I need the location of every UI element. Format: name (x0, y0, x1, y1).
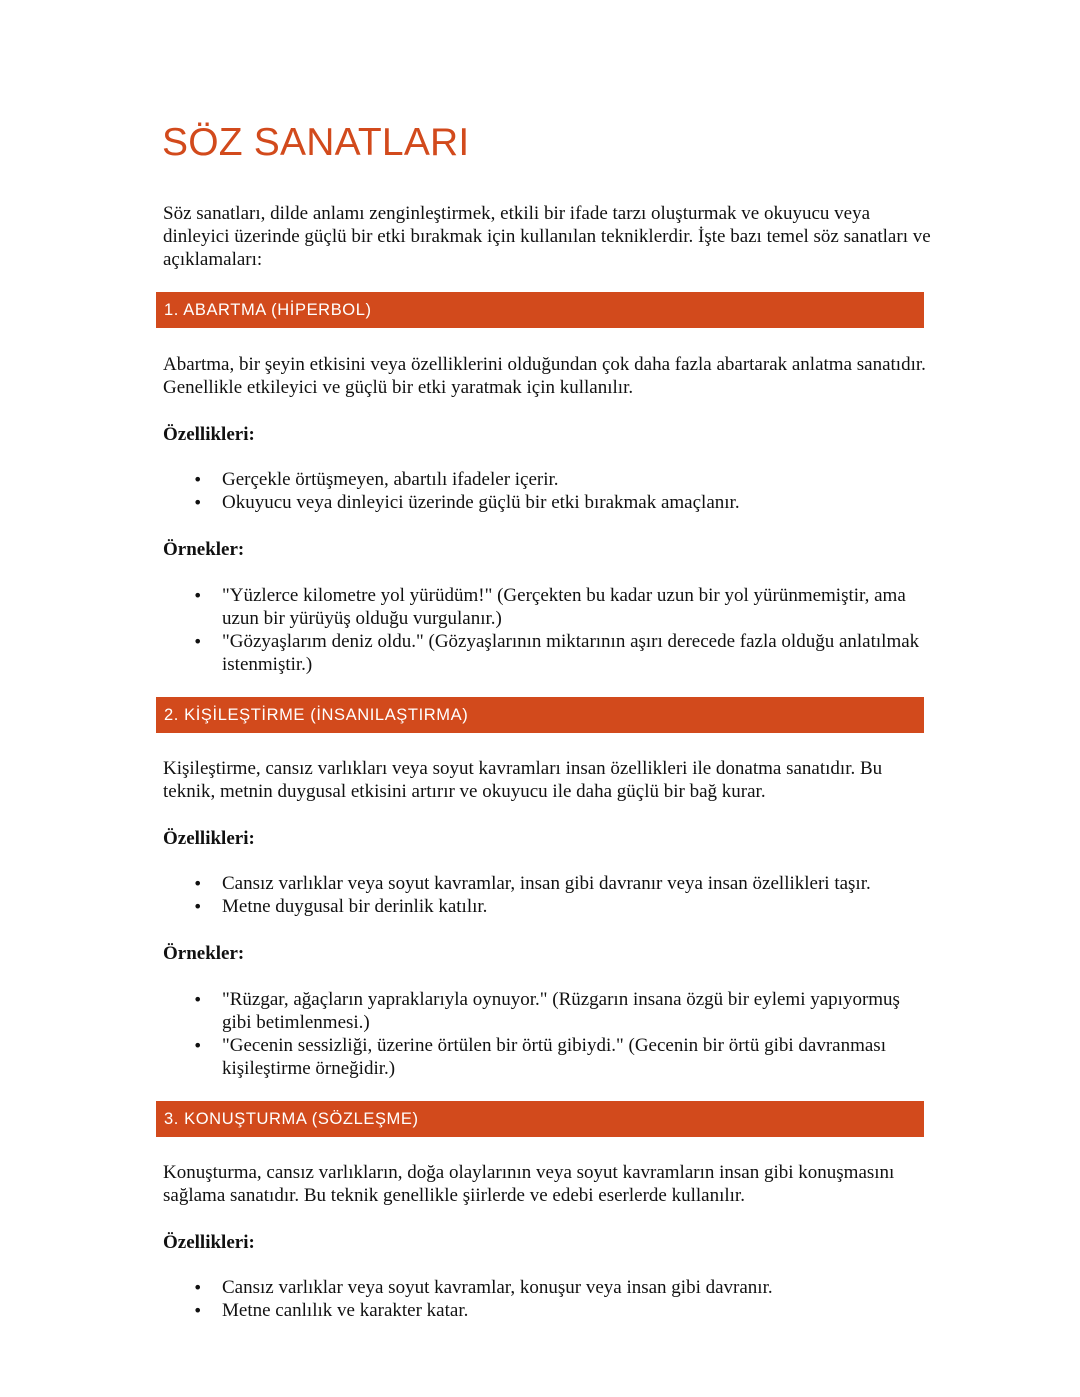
features-list (163, 468, 933, 514)
features-label: Özellikleri: (163, 1232, 255, 1253)
features-label: Özellikleri: (163, 828, 255, 849)
section-description: Kişileştirme, cansız varlıkları veya soyut kavramları insan özellikleri ile donatma sanatıdır. Bu teknik, metnin duygusal etkisini artırır ve okuyucu ile daha güçlü bir bağ kurar. (163, 758, 883, 802)
examples-list (163, 584, 933, 676)
list-item: • Metne duygusal bir derinlik katılır. (163, 895, 933, 918)
list-item: • "Rüzgar, ağaçların yapraklarıyla oynuyor." (Rüzgarın insana özgü bir eylemi yapıyormuş gibi betimlenmesi.) (163, 988, 933, 1034)
section-heading-kisilestirme: 2. KİŞİLEŞTİRME (İNSANILAŞTIRMA) (156, 697, 924, 733)
list-item: • Gerçekle örtüşmeyen, abartılı ifadeler içerir. (163, 468, 933, 491)
list-item: • "Yüzlerce kilometre yol yürüdüm!" (Gerçekten bu kadar uzun bir yol yürünmemiştir, ama uzun bir yürüyüş olduğu vurgulanır.) (163, 584, 933, 630)
section-description: Abartma, bir şeyin etkisini veya özelliklerini olduğundan çok daha fazla abartarak anlatma sanatıdır. Genellikle etkileyici ve güçlü bir etki yaratmak için kullanılır. (163, 354, 926, 398)
list-item: • Cansız varlıklar veya soyut kavramlar, konuşur veya insan gibi davranır. (163, 1276, 933, 1299)
features-list (163, 872, 933, 918)
examples-label: Örnekler: (163, 943, 245, 964)
examples-list (163, 988, 933, 1080)
examples-label: Örnekler: (163, 539, 245, 560)
list-item: • "Gecenin sessizliği, üzerine örtülen bir örtü gibiydi." (Gecenin bir örtü gibi davranması kişileştirme örneğidir.) (163, 1034, 933, 1080)
features-label: Özellikleri: (163, 424, 255, 445)
list-item: • Metne canlılık ve karakter katar. (163, 1299, 933, 1322)
section-heading-konusturma: 3. KONUŞTURMA (SÖZLEŞME) (156, 1101, 924, 1137)
list-item: • Cansız varlıklar veya soyut kavramlar, insan gibi davranır veya insan özellikleri taşır. (163, 872, 933, 895)
list-item: • "Gözyaşlarım deniz oldu." (Gözyaşlarının miktarının aşırı derecede fazla olduğu anlatılmak istenmiştir.) (163, 630, 933, 676)
section-heading-abartma: 1. ABARTMA (HİPERBOL) (156, 292, 924, 328)
features-list (163, 1276, 933, 1322)
list-item: • Okuyucu veya dinleyici üzerinde güçlü bir etki bırakmak amaçlanır. (163, 491, 933, 514)
page-title: SÖZ SANATLARI (162, 121, 470, 164)
intro-paragraph: Söz sanatları, dilde anlamı zenginleştirmek, etkili bir ifade tarzı oluşturmak ve okuyucu veya dinleyici üzerinde güçlü bir etki bırakmak için kullanılan tekniklerdir. İşte bazı temel söz sanatları ve açıklamaları: (163, 203, 931, 270)
section-description: Konuşturma, cansız varlıkların, doğa olaylarının veya soyut kavramların insan gibi konuşmasını sağlama sanatıdır. Bu teknik genellikle şiirlerde ve edebi eserlerde kullanılır. (163, 1162, 895, 1206)
